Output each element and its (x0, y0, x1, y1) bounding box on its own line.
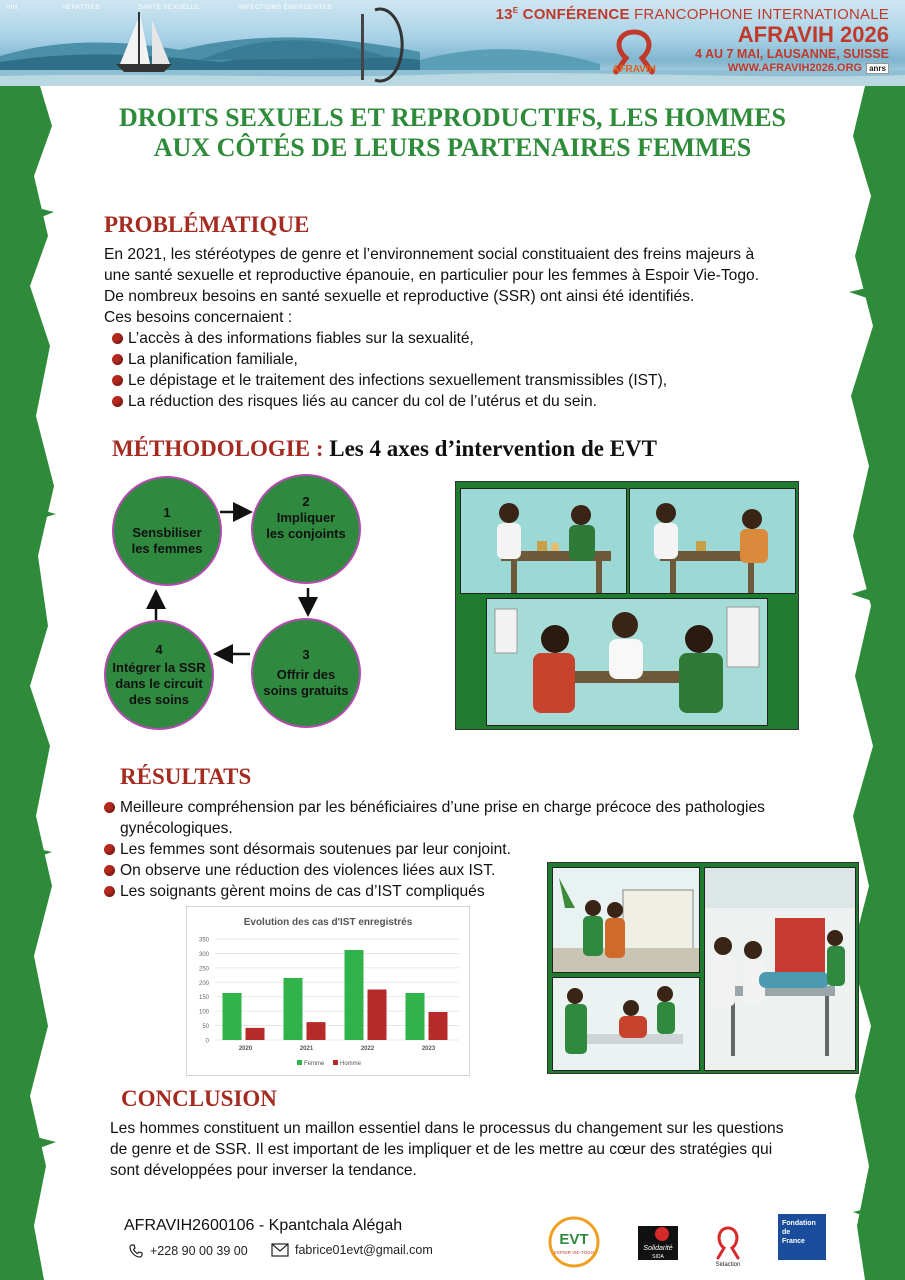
axis-label: soins gratuits (263, 683, 349, 698)
phone-number[interactable]: +228 90 00 39 00 (150, 1244, 248, 1258)
illustration-panel (552, 867, 700, 973)
illustration-panel (460, 488, 627, 594)
axis-number: 2 (302, 494, 310, 509)
paragraph-line: une santé sexuelle et reproductive épanouie, en particulier pour les femmes à Espoir Vie-Togo. (104, 267, 760, 284)
topic-label: HÉPATITES (62, 4, 100, 11)
paragraph-line: En 2021, les stéréotypes de genre et l’environnement social constituaient des freins majeurs à (104, 246, 755, 263)
right-green-brush-border (847, 86, 905, 1280)
axis-label: Offrir des (276, 667, 336, 682)
section-heading-problematique: PROBLÉMATIQUE (104, 212, 310, 237)
bar-femme-2022 (345, 950, 364, 1040)
conf-ordinal: E (512, 6, 519, 15)
axis-label: Intégrer la SSR (112, 660, 206, 675)
axis-number: 3 (302, 647, 310, 662)
evt-logo-subtext: ESPOIR VIE-TOGO (553, 1250, 595, 1255)
legend-label: Homme (340, 1061, 362, 1067)
email-address[interactable]: fabrice01evt@gmail.com (295, 1243, 433, 1257)
bullet-item: On observe une réduction des violences liées aux IST. (104, 860, 844, 881)
x-tick-label: 2021 (299, 1046, 314, 1052)
illustration-panel (486, 598, 768, 726)
title-line: AUX CÔTÉS DE LEURS PARTENAIRES FEMMES (153, 133, 752, 162)
section-heading-resultats: RÉSULTATS (120, 764, 252, 789)
bullet-text: Meilleure compréhension par les bénéficiaires d’une prise en charge précoce des pathologies (120, 799, 765, 816)
bar-homme-2020 (246, 1028, 265, 1040)
bar-homme-2022 (368, 990, 387, 1041)
section-heading-methodologie (112, 436, 657, 462)
bar-chart-svg (187, 907, 469, 1075)
conference-name: AFRAVIH 2026 (737, 22, 889, 47)
methodologie-subheading: Les 4 axes d’intervention de EVT (329, 436, 657, 461)
partner-logos (548, 1214, 828, 1270)
axis-label: des soins (129, 692, 189, 707)
topic-label: VIH (6, 4, 18, 11)
y-tick-label: 50 (202, 1024, 209, 1031)
topic-label: INFECTIONS ÉMERGENTES (239, 4, 332, 11)
axis-label: les femmes (131, 541, 203, 556)
email-contact (271, 1243, 433, 1257)
phone-icon (128, 1243, 144, 1259)
bullet-text-continued: gynécologiques. (120, 820, 233, 837)
axis-number: 4 (155, 642, 163, 657)
phone-contact (128, 1243, 248, 1259)
bullet-item (104, 797, 844, 839)
paragraph-line: de genre et de SSR. Il est important de les impliquer et de les mettre au cœur des stratégies qui (110, 1141, 773, 1158)
bullet-item: Le dépistage et le traitement des infections sexuellement transmissibles (IST), (112, 370, 844, 391)
bullet-item: La réduction des risques liés au cancer du col de l’utérus et du sein. (112, 391, 844, 412)
paragraph-line: De nombreux besoins en santé sexuelle et reproductive (SSR) ont ainsi été identifiés. (104, 288, 695, 305)
bar-femme-2021 (284, 978, 303, 1040)
conference-url[interactable]: WWW.AFRAVIH2026.ORG (727, 62, 863, 74)
bar-femme-2020 (223, 993, 242, 1040)
y-tick-label: 0 (205, 1038, 209, 1045)
conf-label-rest: FRANCOPHONE INTERNATIONALE (634, 6, 889, 23)
solidarite-sida-logo (638, 1226, 678, 1260)
poster-title (60, 103, 845, 163)
y-tick-label: 300 (198, 951, 209, 958)
author-reference: AFRAVIH2600106 - Kpantchala Alégah (124, 1217, 403, 1234)
bullet-item: Les soignants gèrent moins de cas d’IST compliqués (104, 881, 844, 902)
bullet-item: La planification familiale, (112, 349, 844, 370)
legend-label: Femme (304, 1061, 325, 1067)
axis-label: les conjoints (266, 526, 346, 541)
methodologie-heading: MÉTHODOLOGIE : (112, 436, 324, 461)
logo-text: AFRAVIH (612, 64, 656, 75)
legend-swatch (333, 1060, 338, 1065)
y-tick-label: 200 (198, 980, 209, 987)
paragraph-line: sont développées pour inverser la tendance. (110, 1162, 417, 1179)
fondation-logo-line: de (782, 1229, 791, 1236)
axis-number: 1 (163, 505, 171, 520)
conclusion-text (110, 1118, 860, 1181)
x-tick-label: 2023 (421, 1046, 436, 1052)
y-tick-label: 100 (198, 1009, 209, 1016)
x-tick-label: 2022 (360, 1046, 375, 1052)
x-tick-label: 2020 (238, 1046, 253, 1052)
paragraph-line: Les hommes constituent un maillon essentiel dans le processus du changement sur les questions (110, 1120, 784, 1137)
chart-title: Evolution des cas d'IST enregistrés (243, 917, 413, 928)
conf-label: CONFÉRENCE (522, 6, 630, 23)
y-tick-label: 150 (198, 995, 209, 1002)
illustration-panel (704, 867, 856, 1071)
problematique-text (104, 244, 844, 412)
cycle-arrows (100, 470, 360, 740)
evt-logo (550, 1218, 598, 1266)
conference-dates: 4 AU 7 MAI, LAUSANNE, SUISSE (694, 47, 889, 61)
bar-femme-2023 (406, 993, 425, 1040)
hospital-care-illustration (547, 862, 859, 1074)
y-tick-label: 350 (198, 937, 209, 944)
conference-info (496, 6, 889, 74)
fondation-logo-line: France (782, 1238, 805, 1245)
left-green-brush-border (0, 86, 58, 1280)
axis-label: Impliquer (276, 510, 336, 525)
paragraph-line: Ces besoins concernaient : (104, 309, 293, 326)
topic-label: SANTÉ SEXUELLE (138, 4, 200, 11)
illustration-panel (552, 977, 700, 1071)
fondation-logo-line: Fondation (782, 1220, 816, 1227)
mail-icon (271, 1243, 289, 1257)
axis-label: Sensbiliser (132, 525, 202, 540)
bullet-item: Les femmes sont désormais soutenues par leur conjoint. (104, 839, 844, 860)
evt-logo-text: EVT (559, 1231, 589, 1248)
axis-label: dans le circuit (115, 676, 203, 691)
bullet-item: L’accès à des informations fiables sur la sexualité, (112, 328, 844, 349)
sidaction-logo-text: Sidaction (715, 1262, 741, 1268)
y-tick-label: 250 (198, 966, 209, 973)
ist-cases-chart (186, 906, 470, 1076)
legend-swatch (297, 1060, 302, 1065)
fondation-de-france-logo (778, 1214, 826, 1260)
conference-banner (0, 0, 905, 86)
conf-number: 13 (495, 6, 513, 23)
consultation-illustration (455, 481, 799, 730)
solidarite-logo-subtext: SIDA (652, 1254, 664, 1260)
bar-homme-2021 (307, 1022, 326, 1040)
sidaction-logo (716, 1228, 741, 1268)
bar-homme-2023 (429, 1012, 448, 1040)
anrs-logo: anrs (866, 63, 889, 74)
title-line: DROITS SEXUELS ET REPRODUCTIFS, LES HOMMES (118, 103, 786, 132)
section-heading-conclusion: CONCLUSION (121, 1086, 277, 1111)
solidarite-logo-text: Solidarité (643, 1245, 673, 1252)
illustration-panel (629, 488, 796, 594)
